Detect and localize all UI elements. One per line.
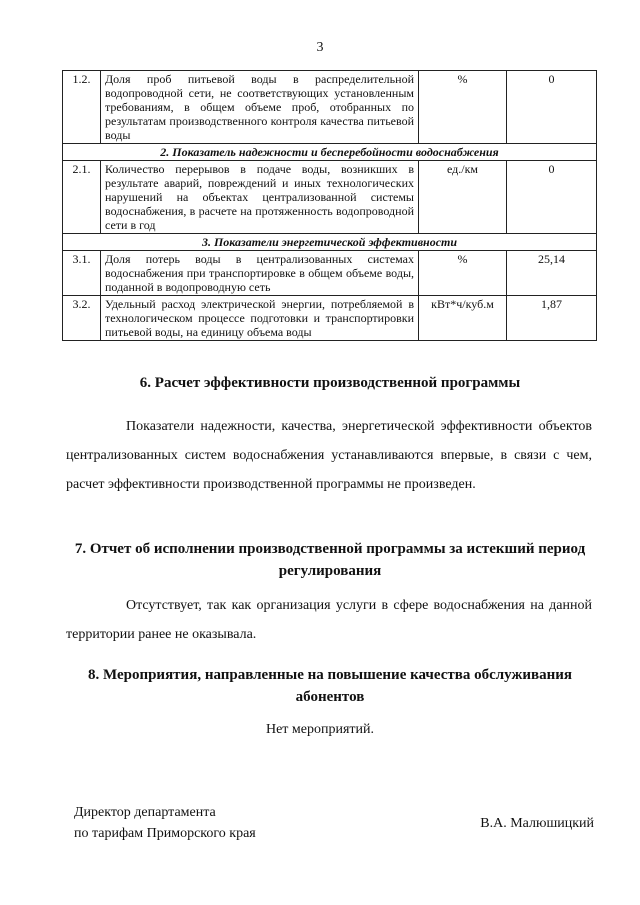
indicator-name: Количество перерывов в подаче воды, возникших в результате аварий, повреждений и иных технологических нарушений на объектах централизованной системы водоснабжения, в расчете на протяженность водопроводной сети в год (101, 161, 419, 234)
section8-title: 8. Мероприятия, направленные на повышение качества обслуживания абонентов (87, 667, 572, 705)
indicator-unit: ед./км (419, 161, 507, 234)
indicator-unit: % (419, 251, 507, 296)
row-number: 1.2. (63, 71, 101, 144)
indicator-value: 1,87 (507, 296, 597, 341)
signature-position-line2: по тарифам Приморского края (74, 826, 256, 841)
table-row (63, 161, 597, 234)
signature-position (74, 802, 256, 844)
signature-position-line1: Директор департамента (74, 805, 216, 820)
row-number: 3.2. (63, 296, 101, 341)
indicator-name: Удельный расход электрической энергии, потребляемой в технологическом процессе подготовки и транспортировки питьевой воды, на единицу объема воды (101, 296, 419, 341)
section-header: 3. Показатели энергетической эффективности (63, 234, 597, 251)
section7-title: 7. Отчет об исполнении производственной программы за истекший период регулирования (74, 541, 586, 579)
row-number: 2.1. (63, 161, 101, 234)
indicator-value: 25,14 (507, 251, 597, 296)
table-row (63, 251, 597, 296)
section-header: 2. Показатель надежности и бесперебойности водоснабжения (63, 144, 597, 161)
indicator-name: Доля проб питьевой воды в распределительной водопроводной сети, не соответствующих установленным требованиям, в общем объеме проб, отобранных по результатам производственного контроля качества питьевой воды (101, 71, 419, 144)
table-row (63, 296, 597, 341)
section7-text: Отсутствует, так как организация услуги в сфере водоснабжения на данной территории ранее не оказывала. (66, 598, 592, 642)
row-number: 3.1. (63, 251, 101, 296)
table-row (63, 71, 597, 144)
indicator-unit: % (419, 71, 507, 144)
indicators-table (62, 70, 597, 341)
indicator-value: 0 (507, 161, 597, 234)
section8-text: Нет мероприятий. (265, 722, 375, 737)
signature-name: В.А. Малюшицкий (480, 816, 594, 831)
table-section-row (63, 234, 597, 251)
indicator-value: 0 (507, 71, 597, 144)
indicator-name: Доля потерь воды в централизованных системах водоснабжения при транспортировке в общем объеме воды, поданной в водопроводную сеть (101, 251, 419, 296)
indicator-unit: кВт*ч/куб.м (419, 296, 507, 341)
section6-text: Показатели надежности, качества, энергетической эффективности объектов централизованных систем водоснабжения устанавливаются впервые, в связи с чем, расчет эффективности производственной программы не произведен. (66, 419, 592, 492)
section6-title: 6. Расчет эффективности производственной программы (139, 375, 521, 391)
table-section-row (63, 144, 597, 161)
page-number: 3 (316, 40, 324, 55)
